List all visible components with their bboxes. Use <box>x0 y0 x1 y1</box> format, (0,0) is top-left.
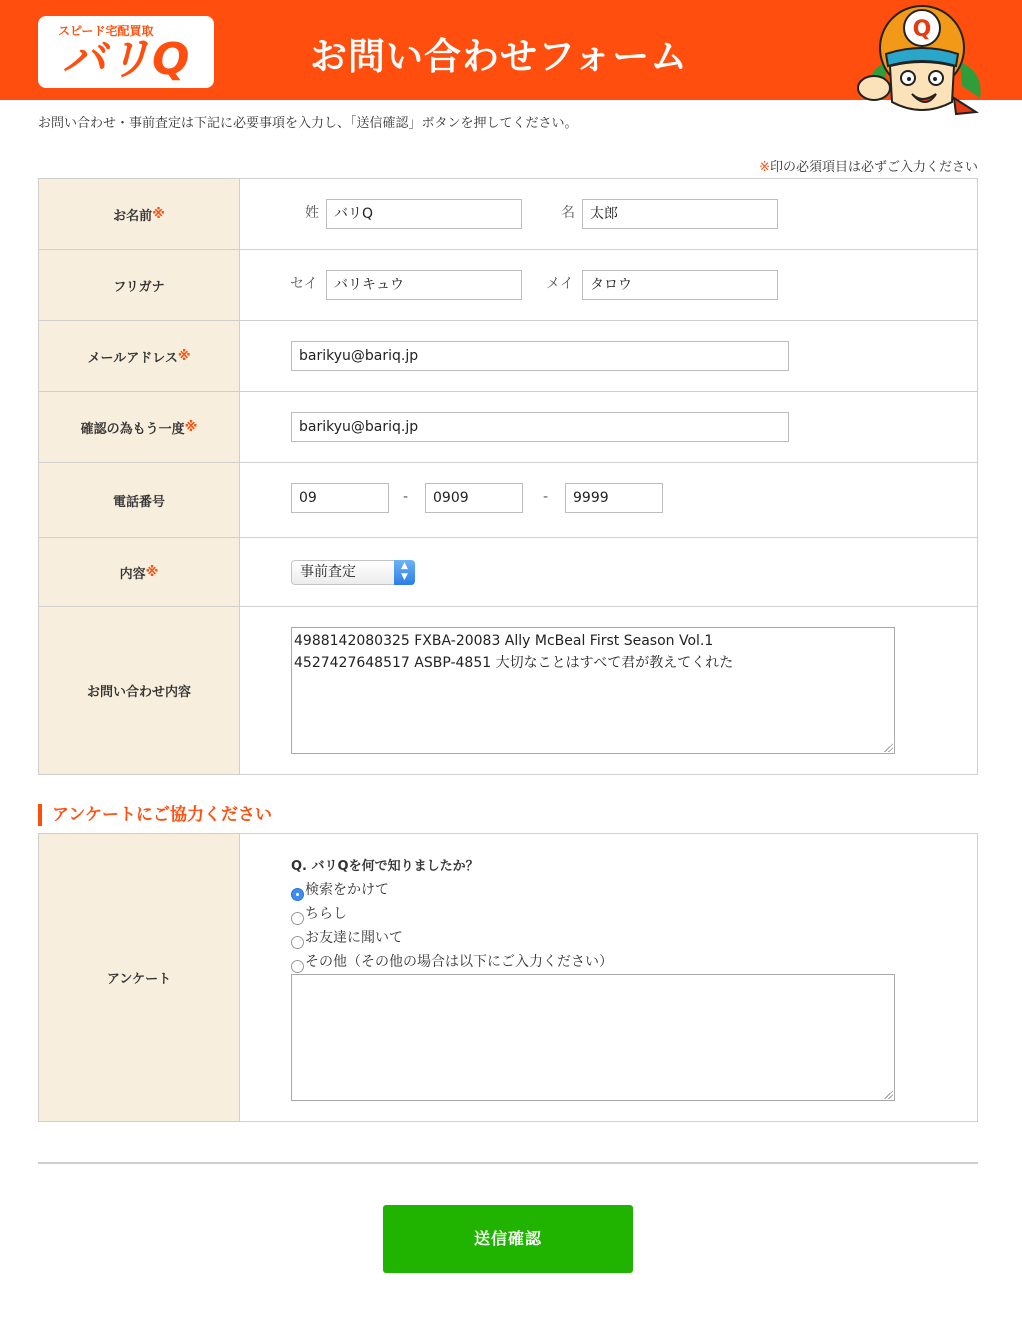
last-name-kana-label: セイ <box>290 276 318 292</box>
email-confirm-input[interactable]: barikyu@bariq.jp <box>291 412 789 442</box>
radio-button[interactable] <box>291 936 304 949</box>
survey-option-other[interactable]: その他（その他の場合は以下にご入力ください） <box>291 951 613 975</box>
resize-grip-icon[interactable] <box>883 1089 893 1099</box>
logo-brand: バリQ <box>62 34 191 85</box>
required-mark: ※ <box>177 348 191 364</box>
select-arrows-icon: ▲ ▼ <box>394 560 415 585</box>
first-name-label: 名 <box>561 205 575 221</box>
inquiry-row <box>39 607 977 774</box>
survey-section-title: アンケートにご協力ください <box>38 804 272 826</box>
required-mark: ※ <box>759 160 770 175</box>
name-label: お名前 ※ <box>39 179 240 249</box>
radio-button[interactable] <box>291 912 304 925</box>
resize-grip-icon[interactable] <box>883 742 893 752</box>
survey-option-flyer[interactable]: ちらし <box>291 903 347 927</box>
survey-other-textarea[interactable] <box>291 974 895 1101</box>
last-name-input[interactable]: バリQ <box>326 199 522 229</box>
inquiry-label: お問い合わせ内容 <box>39 607 240 774</box>
phone-part2-input[interactable]: 0909 <box>425 483 523 513</box>
required-mark: ※ <box>184 419 198 435</box>
page-header <box>0 0 1022 100</box>
last-name-label: 姓 <box>305 205 319 221</box>
phone-separator: - <box>543 489 549 505</box>
email-confirm-label: 確認の為もう一度 ※ <box>39 392 240 462</box>
content-type-select[interactable] <box>291 560 415 585</box>
phone-label: 電話番号 <box>39 463 240 537</box>
page-title: お問い合わせフォーム <box>310 35 689 78</box>
email-row <box>39 321 977 392</box>
content-type-selected: 事前査定 <box>300 564 356 580</box>
mascot-illustration <box>856 2 988 120</box>
required-note <box>759 156 978 175</box>
email-label: メールアドレス ※ <box>39 321 240 391</box>
furigana-label: フリガナ <box>39 250 240 320</box>
phone-part1-input[interactable]: 09 <box>291 483 389 513</box>
email-confirm-row <box>39 392 977 463</box>
required-mark: ※ <box>145 564 159 580</box>
mascot-q-letter: Q <box>912 17 932 42</box>
survey-label: アンケート <box>39 834 240 1121</box>
logo-tagline: スピード宅配買取 <box>58 24 154 38</box>
phone-separator: - <box>403 489 409 505</box>
divider <box>38 1162 978 1164</box>
required-mark: ※ <box>152 206 165 222</box>
last-name-kana-input[interactable]: バリキュウ <box>326 270 522 300</box>
inquiry-text: 4988142080325 FXBA-20083 Ally McBeal First Season Vol.1 4527427648517 ASBP-4851 大切なことはすべて君が教えてくれた <box>294 633 734 671</box>
survey-table <box>38 833 978 1122</box>
email-input[interactable]: barikyu@bariq.jp <box>291 341 789 371</box>
radio-button[interactable] <box>291 960 304 973</box>
content-type-row <box>39 538 977 607</box>
inquiry-textarea[interactable] <box>291 627 895 754</box>
inquiry-form-table <box>38 178 978 775</box>
content-type-label: 内容 ※ <box>39 538 240 606</box>
name-row <box>39 179 977 250</box>
furigana-row <box>39 250 977 321</box>
phone-row <box>39 463 977 538</box>
required-note-text: 印の必須項目は必ずご入力ください <box>769 160 978 175</box>
survey-option-search[interactable]: 検索をかけて <box>291 879 389 903</box>
intro-text: お問い合わせ・事前査定は下記に必要事項を入力し、「送信確認」ボタンを押してください。 <box>38 116 578 131</box>
bariq-logo[interactable] <box>38 16 214 88</box>
first-name-kana-input[interactable]: タロウ <box>582 270 778 300</box>
survey-question: Q. バリQを何で知りましたか？ <box>291 859 479 874</box>
first-name-kana-label: メイ <box>546 276 574 292</box>
survey-option-friend[interactable]: お友達に聞いて <box>291 927 403 951</box>
first-name-input[interactable]: 太郎 <box>582 199 778 229</box>
phone-part3-input[interactable]: 9999 <box>565 483 663 513</box>
submit-confirm-button[interactable]: 送信確認 <box>383 1205 633 1273</box>
radio-button[interactable] <box>291 888 304 901</box>
